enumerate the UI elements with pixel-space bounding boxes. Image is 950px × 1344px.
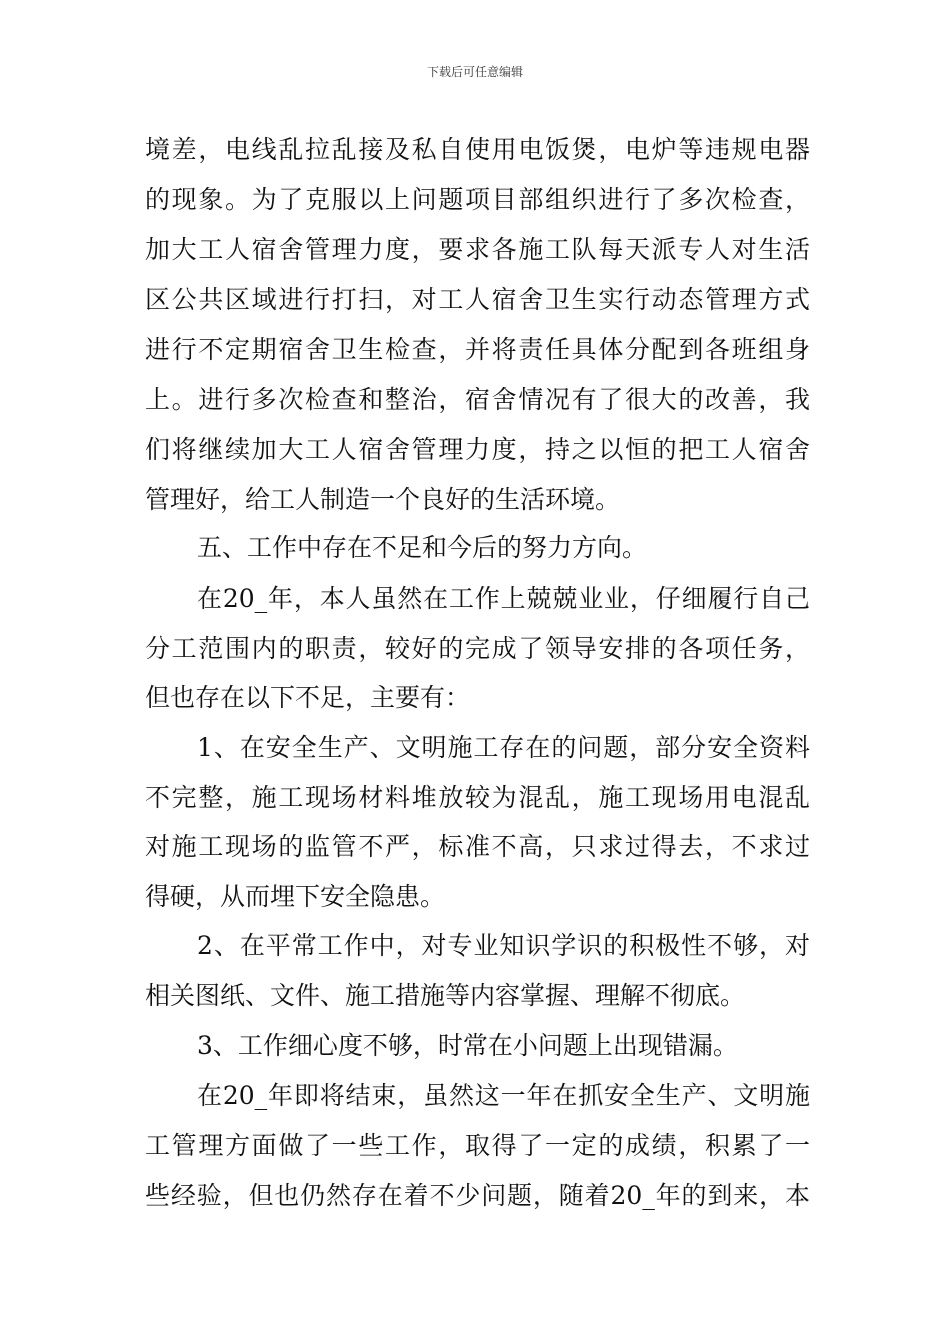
body-text-line: 对施工现场的监管不严，标准不高，只求过得去，不求过 [145,832,810,861]
body-text-line: 管理好，给工人制造一个良好的生活环境。 [145,485,621,514]
body-text-line: 境差，电线乱拉乱接及私自使用电饭煲，电炉等违规电器 [145,135,810,164]
body-text-line: 的现象。为了克服以上问题项目部组织进行了多次检查， [145,185,810,214]
body-text-line: 得硬，从而埋下安全隐患。 [145,882,446,911]
body-text-line: 区公共区域进行打扫，对工人宿舍卫生实行动态管理方式 [145,285,810,314]
section-heading: 五、工作中存在不足和今后的努力方向。 [197,533,648,562]
body-text-line: 3、工作细心度不够，时常在小问题上出现错漏。 [197,1031,738,1060]
body-text-line: 们将继续加大工人宿舍管理力度，持之以恒的把工人宿舍 [145,435,810,464]
body-text-line: 工管理方面做了一些工作，取得了一定的成绩，积累了一 [145,1131,810,1160]
body-text-line: 相关图纸、文件、施工措施等内容掌握、理解不彻底。 [145,981,746,1010]
body-text-line: 不完整，施工现场材料堆放较为混乱，施工现场用电混乱 [145,783,810,812]
page-header: 下载后可任意编辑 [426,65,523,79]
body-text-line: 2、在平常工作中，对专业知识学识的积极性不够，对 [197,931,810,960]
body-text-line: 1、在安全生产、文明施工存在的问题，部分安全资料 [197,733,810,762]
body-text-line: 些经验，但也仍然存在着不少问题，随着20_年的到来，本 [145,1181,810,1210]
body-text-line: 在20_年，本人虽然在工作上兢兢业业，仔细履行自己 [197,584,810,613]
body-text-line: 加大工人宿舍管理力度，要求各施工队每天派专人对生活 [145,235,810,264]
body-text-line: 但也存在以下不足，主要有： [145,683,471,712]
body-text-line: 上。进行多次检查和整治，宿舍情况有了很大的改善，我 [145,385,810,414]
body-text-line: 在20_年即将结束，虽然这一年在抓安全生产、文明施 [197,1081,810,1110]
body-text-line: 分工范围内的职责，较好的完成了领导安排的各项任务， [145,634,810,663]
body-text-line: 进行不定期宿舍卫生检查，并将责任具体分配到各班组身 [145,335,810,364]
